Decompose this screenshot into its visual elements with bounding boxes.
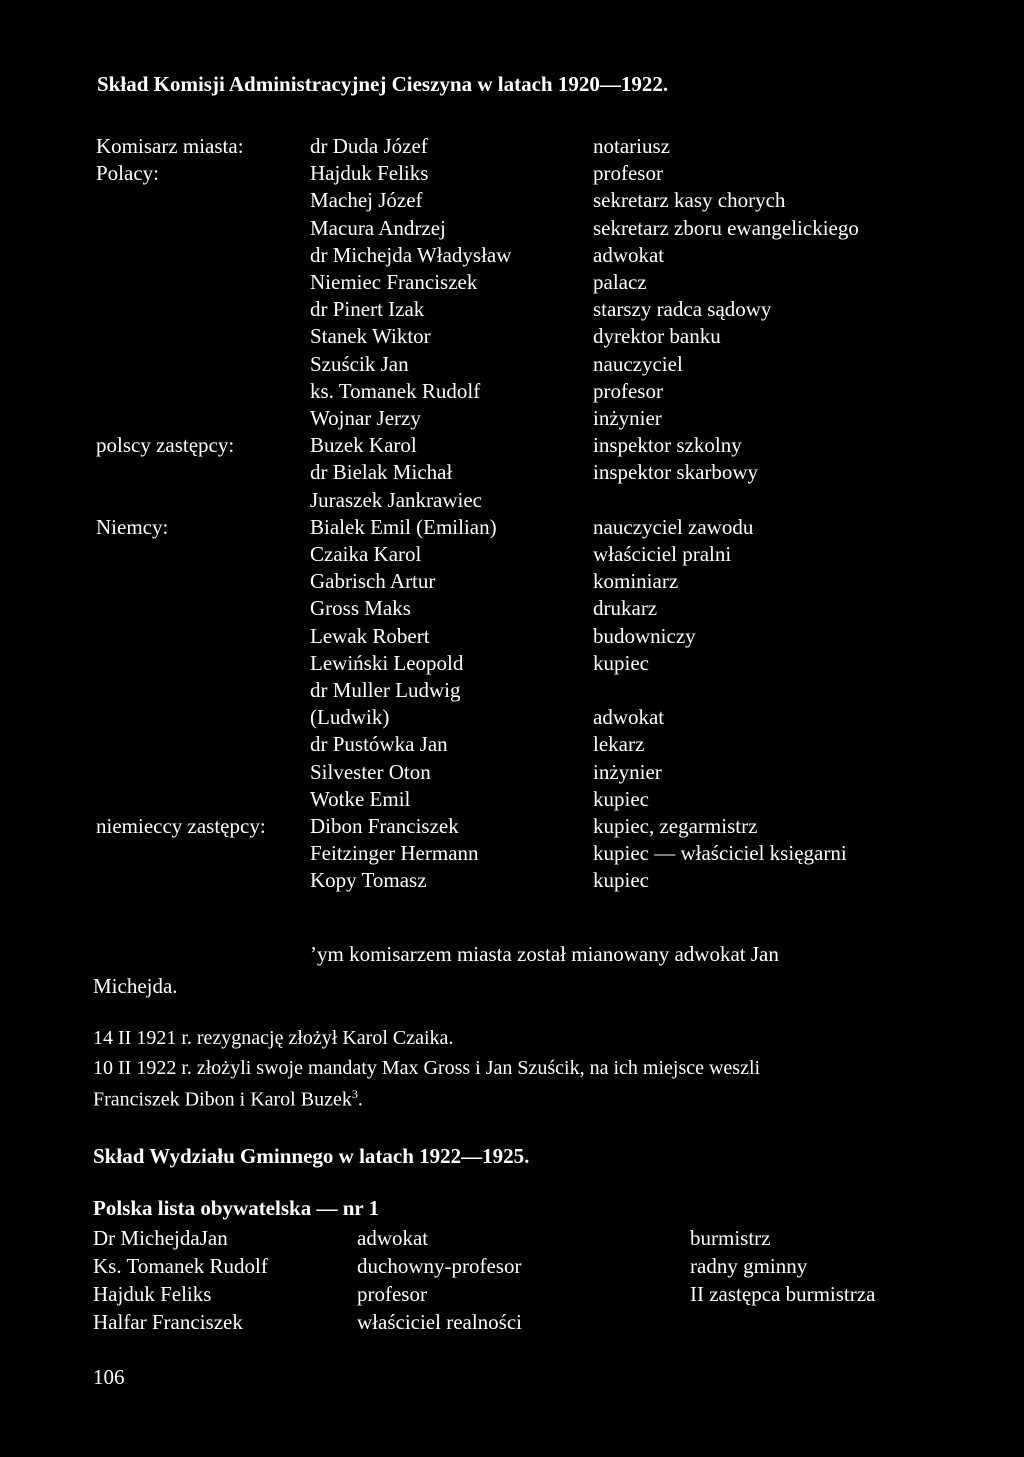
member-name: dr Michejda Władysław — [310, 242, 512, 267]
member-name: Feitzinger Hermann — [310, 841, 479, 866]
member-profession: profesor — [593, 378, 663, 403]
member-name: Dibon Franciszek — [310, 814, 459, 838]
member-name: dr Pinert Izak — [310, 297, 425, 322]
member-row — [0, 732, 1024, 760]
member-profession: sekretarz zboru ewangelickiego — [593, 215, 859, 240]
member-role: niemieccy zastępcy: — [96, 814, 266, 838]
member-name: Lewiński Leopold — [310, 650, 464, 675]
council-function: burmistrz — [690, 1226, 771, 1250]
member-name: Szuścik Jan — [310, 351, 409, 376]
member-row — [0, 841, 1024, 869]
member-profession: nauczyciel zawodu — [593, 514, 754, 539]
member-profession: sekretarz kasy chorych — [593, 188, 786, 213]
member-profession: starszy radca sądowy — [593, 297, 772, 322]
note-3-text: Franciszek Dibon i Karol Buzek — [93, 1088, 352, 1111]
note-3-end: . — [357, 1088, 363, 1111]
member-row — [0, 161, 1024, 189]
member-profession: inżynier — [593, 406, 662, 430]
member-profession: nauczyciel — [593, 351, 683, 376]
member-name: dr Pustówka Jan — [310, 732, 448, 757]
member-row — [0, 433, 1024, 461]
member-role: Niemcy: — [96, 514, 169, 539]
council-name: Dr MichejdaJan — [93, 1226, 228, 1250]
council-name: Ks. Tomanek Rudolf — [93, 1254, 268, 1278]
member-row — [0, 379, 1024, 407]
member-profession: dyrektor banku — [593, 324, 721, 349]
member-row — [0, 596, 1024, 624]
member-profession: palacz — [593, 270, 647, 294]
member-name: Hajduk Feliks — [310, 161, 429, 186]
member-profession: inspektor szkolny — [593, 433, 742, 458]
member-name: Gabrisch Artur — [310, 569, 436, 594]
member-row — [0, 868, 1024, 896]
member-name: dr Duda Józef — [310, 134, 428, 158]
member-profession: kupiec — [593, 786, 649, 811]
member-profession: kupiec — właściciel księgarni — [593, 841, 847, 866]
member-name: dr Bielak Michał — [310, 460, 453, 485]
member-row — [0, 488, 1024, 516]
council-function: II zastępca burmistrza — [690, 1282, 876, 1306]
header-title: Skład Komisji Administracyjnej Cieszyna w latach 1920—1922. — [97, 72, 669, 96]
member-row — [0, 324, 1024, 352]
note-2: 10 II 1922 r. złożyli swoje mandaty Max Gross i Jan Szuścik, na ich miejsce weszli — [93, 1057, 761, 1079]
list-title: Polska lista obywatelska — nr 1 — [93, 1196, 380, 1220]
note-3 — [93, 1088, 363, 1110]
member-name: Kopy Tomasz — [310, 868, 427, 893]
member-name: Macura Andrzej — [310, 215, 446, 240]
member-row — [0, 216, 1024, 244]
member-profession: kominiarz — [593, 569, 679, 594]
council-row — [0, 1226, 1024, 1254]
member-name: Silvester Oton — [310, 759, 431, 784]
member-role: Komisarz miasta: — [96, 134, 244, 158]
member-row — [0, 515, 1024, 543]
member-row — [0, 460, 1024, 488]
member-name: Niemiec Franciszek — [310, 270, 478, 294]
member-row — [0, 760, 1024, 788]
member-name: Wojnar Jerzy — [310, 406, 421, 430]
member-profession: adwokat — [593, 242, 665, 267]
member-name: Lewak Robert — [310, 623, 430, 648]
paragraph-line-2: Michejda. — [93, 974, 178, 998]
council-profession: profesor — [357, 1282, 427, 1306]
member-profession: adwokat — [593, 705, 665, 730]
member-row — [0, 188, 1024, 216]
paragraph-line-1: ʼym komisarzem miasta został mianowany adwokat Jan — [310, 942, 779, 966]
member-row — [0, 624, 1024, 652]
member-row — [0, 134, 1024, 162]
member-profession: notariusz — [593, 134, 670, 158]
council-name: Hajduk Feliks — [93, 1282, 212, 1306]
member-name: Czaika Karol — [310, 542, 422, 566]
member-row — [0, 678, 1024, 706]
council-profession: adwokat — [357, 1226, 429, 1250]
member-row — [0, 406, 1024, 434]
member-name: Wotke Emil — [310, 786, 411, 811]
member-profession: kupiec, zegarmistrz — [593, 814, 758, 838]
member-name: Gross Maks — [310, 596, 411, 621]
member-profession: właściciel pralni — [593, 542, 732, 566]
member-profession: kupiec — [593, 868, 649, 893]
member-profession: drukarz — [593, 596, 658, 621]
member-name: Bialek Emil (Emilian) — [310, 514, 497, 539]
note-1: 14 II 1921 r. rezygnację złożył Karol Czaika. — [93, 1027, 454, 1049]
member-profession: inżynier — [593, 759, 662, 784]
member-row — [0, 814, 1024, 842]
member-row — [0, 542, 1024, 570]
footnote-ref: 3 — [351, 1087, 358, 1101]
member-name: (Ludwik) — [310, 705, 390, 730]
member-row — [0, 787, 1024, 815]
member-name: Buzek Karol — [310, 433, 417, 458]
member-profession: budowniczy — [593, 623, 696, 648]
member-name: Machej Józef — [310, 188, 423, 213]
member-name: Stanek Wiktor — [310, 324, 431, 349]
section2-title: Skład Wydziału Gminnego w latach 1922—1925. — [93, 1144, 530, 1168]
member-name: Juraszek Jankrawiec — [310, 487, 482, 512]
member-profession: kupiec — [593, 650, 649, 675]
council-row — [0, 1254, 1024, 1282]
member-row — [0, 705, 1024, 733]
council-row — [0, 1282, 1024, 1310]
member-profession: lekarz — [593, 732, 645, 757]
council-profession: duchowny-profesor — [357, 1254, 522, 1278]
member-row — [0, 569, 1024, 597]
member-row — [0, 651, 1024, 679]
member-role: Polacy: — [96, 161, 159, 186]
council-name: Halfar Franciszek — [93, 1310, 243, 1334]
member-profession: profesor — [593, 161, 663, 186]
member-name: dr Muller Ludwig — [310, 678, 461, 702]
member-row — [0, 352, 1024, 380]
council-profession: właściciel realności — [357, 1310, 523, 1334]
member-role: polscy zastępcy: — [96, 433, 235, 458]
page-number: 106 — [93, 1365, 125, 1389]
member-row — [0, 243, 1024, 271]
member-profession: inspektor skarbowy — [593, 460, 759, 485]
council-function: radny gminny — [690, 1254, 808, 1278]
member-row — [0, 270, 1024, 298]
member-row — [0, 297, 1024, 325]
member-name: ks. Tomanek Rudolf — [310, 378, 481, 403]
council-row — [0, 1310, 1024, 1338]
